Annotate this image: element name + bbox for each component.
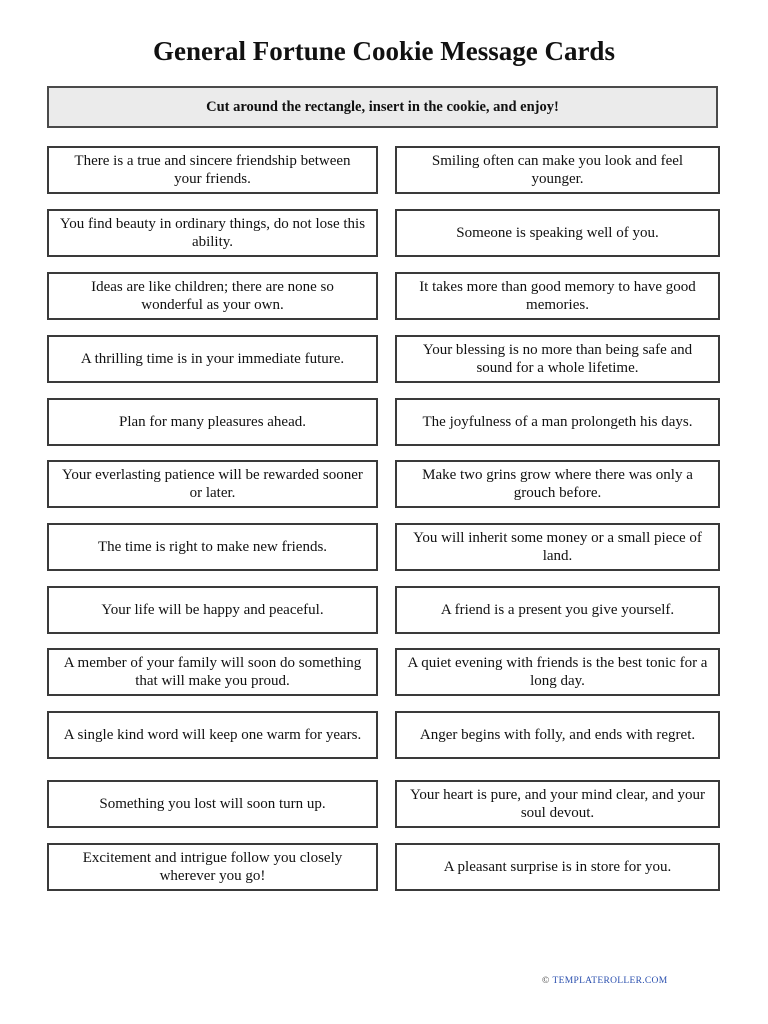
instructions-banner: Cut around the rectangle, insert in the cookie, and enjoy! — [47, 86, 718, 128]
footer-credit — [542, 976, 667, 986]
fortune-card: Smiling often can make you look and feel younger. — [395, 146, 720, 194]
fortune-card: Your heart is pure, and your mind clear, and your soul devout. — [395, 780, 720, 828]
fortune-card: Your blessing is no more than being safe and sound for a whole lifetime. — [395, 335, 720, 383]
fortune-card: A thrilling time is in your immediate future. — [47, 335, 378, 383]
fortune-card: A quiet evening with friends is the best tonic for a long day. — [395, 648, 720, 696]
fortune-card: The joyfulness of a man prolongeth his days. — [395, 398, 720, 446]
fortune-card: Your everlasting patience will be rewarded sooner or later. — [47, 460, 378, 508]
fortune-card: A member of your family will soon do something that will make you proud. — [47, 648, 378, 696]
fortune-card: You will inherit some money or a small piece of land. — [395, 523, 720, 571]
fortune-card: Excitement and intrigue follow you closely wherever you go! — [47, 843, 378, 891]
fortune-card: Make two grins grow where there was only a grouch before. — [395, 460, 720, 508]
fortune-card: Something you lost will soon turn up. — [47, 780, 378, 828]
fortune-card: Plan for many pleasures ahead. — [47, 398, 378, 446]
fortune-card: There is a true and sincere friendship between your friends. — [47, 146, 378, 194]
fortune-card: Ideas are like children; there are none so wonderful as your own. — [47, 272, 378, 320]
footer-link[interactable]: TEMPLATEROLLER.COM — [552, 976, 668, 986]
fortune-card: A pleasant surprise is in store for you. — [395, 843, 720, 891]
fortune-card: You find beauty in ordinary things, do not lose this ability. — [47, 209, 378, 257]
copyright-symbol: © — [542, 976, 550, 986]
fortune-card: Your life will be happy and peaceful. — [47, 586, 378, 634]
fortune-card: It takes more than good memory to have good memories. — [395, 272, 720, 320]
fortune-card: Anger begins with folly, and ends with regret. — [395, 711, 720, 759]
fortune-card: Someone is speaking well of you. — [395, 209, 720, 257]
fortune-card: A friend is a present you give yourself. — [395, 586, 720, 634]
fortune-card: The time is right to make new friends. — [47, 523, 378, 571]
fortune-card: A single kind word will keep one warm for years. — [47, 711, 378, 759]
page-title: General Fortune Cookie Message Cards — [153, 36, 615, 66]
